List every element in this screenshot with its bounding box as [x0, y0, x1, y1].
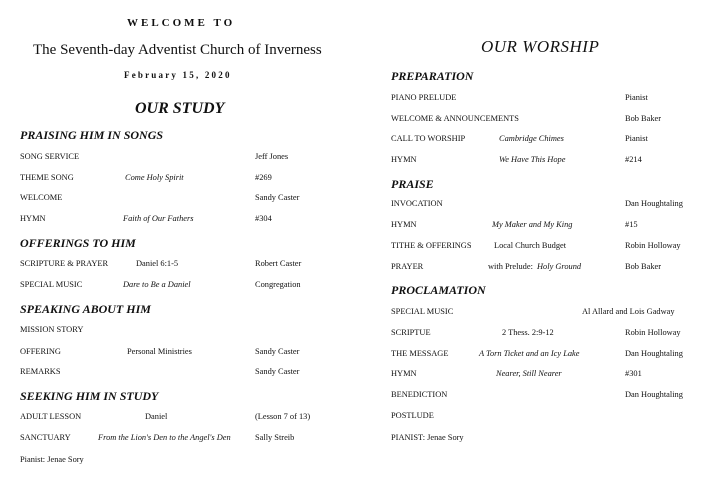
service-date: February 15, 2020 [124, 70, 232, 80]
row-label: BENEDICTION [391, 390, 448, 399]
row-name: Pianist [625, 93, 648, 102]
row-label: THEME SONG [20, 173, 74, 182]
row-label: CALL TO WORSHIP [391, 134, 466, 143]
row-label: HYMN [391, 155, 417, 164]
row-name: Dan Houghtaling [625, 349, 683, 358]
row-label: THE MESSAGE [391, 349, 449, 358]
row-detail: From the Lion's Den to the Angel's Den [98, 433, 231, 442]
row-label: PIANO PRELUDE [391, 93, 457, 102]
our-worship-title: OUR WORSHIP [481, 37, 600, 56]
row-name: Bob Baker [625, 262, 662, 271]
row-detail: 2 Thess. 2:9-12 [502, 328, 554, 337]
row-name: #214 [625, 155, 642, 164]
row-label: SCRIPTUE [391, 328, 431, 337]
row-label: WELCOME & ANNOUNCEMENTS [391, 114, 519, 123]
row-name: #269 [255, 173, 272, 182]
row-label: SANCTUARY [20, 433, 71, 442]
row-name: Dan Houghtaling [625, 390, 683, 399]
row-detail: Cambridge Chimes [499, 134, 564, 143]
row-detail: Nearer, Still Nearer [496, 369, 562, 378]
row-label: HYMN [391, 220, 417, 229]
row-label: SPECIAL MUSIC [391, 307, 454, 316]
row-name: Sandy Caster [255, 347, 300, 356]
row-name: Sally Streib [255, 433, 295, 442]
row-detail: Faith of Our Fathers [123, 214, 194, 223]
row-detail-prefix: with Prelude: [488, 262, 533, 271]
our-study-title: OUR STUDY [135, 100, 225, 117]
row-name: Dan Houghtaling [625, 199, 683, 208]
row-name: Bob Baker [625, 114, 662, 123]
row-detail: A Torn Ticket and an Icy Lake [479, 349, 580, 358]
row-name: Sandy Caster [255, 193, 300, 202]
pianist-credit: Pianist: Jenae Sory [20, 455, 84, 464]
row-detail: Daniel 6:1-5 [136, 259, 179, 268]
row-name: Al Allard and Lois Gadway [582, 307, 675, 316]
row-label: HYMN [391, 369, 417, 378]
row-detail: We Have This Hope [499, 155, 566, 164]
row-detail: Local Church Budget [494, 241, 567, 250]
row-label: PRAYER [391, 262, 424, 271]
row-name: Jeff Jones [255, 152, 289, 161]
row-label: SONG SERVICE [20, 152, 80, 161]
row-detail: Holy Ground [537, 262, 582, 271]
row-name: Robert Caster [255, 259, 302, 268]
row-name: Sandy Caster [255, 367, 300, 376]
section-heading-praising: PRAISING HIM IN SONGS [20, 128, 164, 142]
row-name: #15 [625, 220, 638, 229]
row-name: Pianist [625, 134, 648, 143]
row-label: POSTLUDE [391, 411, 434, 420]
row-name: Congregation [255, 280, 301, 289]
row-name: #304 [255, 214, 272, 223]
row-detail: Daniel [145, 412, 168, 421]
row-name: Robin Holloway [625, 241, 681, 250]
row-detail: My Maker and My King [492, 220, 573, 229]
section-heading-offerings: OFFERINGS TO HIM [20, 236, 136, 250]
row-name: (Lesson 7 of 13) [255, 412, 311, 421]
row-label: REMARKS [20, 367, 61, 376]
church-name: The Seventh-day Adventist Church of Inverness [33, 42, 322, 58]
row-label: INVOCATION [391, 199, 443, 208]
section-heading-seeking: SEEKING HIM IN STUDY [20, 389, 159, 403]
row-label: SCRIPTURE & PRAYER [20, 259, 109, 268]
row-detail: Personal Ministries [127, 347, 192, 356]
row-label: TITHE & OFFERINGS [391, 241, 472, 250]
row-name: #301 [625, 369, 642, 378]
row-label: OFFERING [20, 347, 61, 356]
section-heading-speaking: SPEAKING ABOUT HIM [20, 302, 151, 316]
row-label: HYMN [20, 214, 46, 223]
row-name: Robin Holloway [625, 328, 681, 337]
row-label: ADULT LESSON [20, 412, 82, 421]
section-heading-preparation: PREPARATION [391, 69, 474, 83]
row-detail: Come Holy Spirit [125, 173, 184, 182]
row-detail: Dare to Be a Daniel [123, 280, 191, 289]
welcome-heading: WELCOME TO [127, 17, 236, 29]
row-label: MISSION STORY [20, 325, 84, 334]
row-label: SPECIAL MUSIC [20, 280, 83, 289]
section-heading-proclamation: PROCLAMATION [391, 283, 486, 297]
pianist-credit: PIANIST: Jenae Sory [391, 433, 464, 442]
row-label: WELCOME [20, 193, 63, 202]
section-heading-praise: PRAISE [391, 177, 434, 191]
